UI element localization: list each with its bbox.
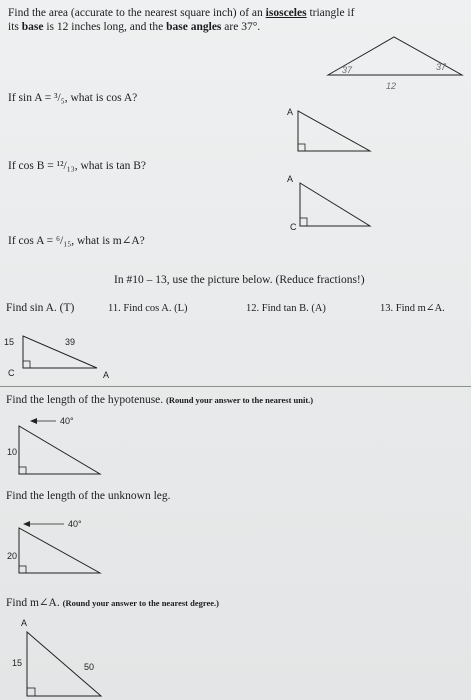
isosceles-triangle-figure (318, 33, 468, 93)
vertex-a-label: A (287, 107, 294, 117)
cos-question: If cos B = ¹²/₁₃, what is tan B? (8, 160, 146, 172)
area-question-text-end: triangle if (306, 7, 355, 19)
cos-a-question: If cos A = ⁶/₁₅, what is m∠A? (8, 235, 145, 247)
side-10-label: 10 (7, 447, 18, 457)
area-text-a: its (8, 21, 22, 33)
right-triangle-figure-1 (284, 103, 384, 158)
right-angle-marker (298, 144, 305, 151)
right-triangle-shape-1 (298, 111, 370, 151)
base-keyword: base (21, 21, 44, 33)
right-base-angle-label: 37 (436, 62, 447, 72)
angle-question (6, 597, 219, 610)
vertex-c-label: C (8, 368, 15, 378)
hypotenuse-question-text: Find the length of the hypotenuse. (6, 394, 164, 406)
side-15-label: 15 (4, 337, 15, 347)
find-tan-b: 12. Find tan B. (A) (246, 303, 326, 314)
vertex-a-label: A (103, 370, 110, 380)
hypotenuse-50-label: 50 (84, 662, 95, 672)
find-cos-a: 11. Find cos A. (L) (108, 303, 188, 314)
vertex-c-label: C (290, 222, 297, 232)
sin-question: If sin A = ³/₅, what is cos A? (8, 92, 138, 104)
area-text-c: is 12 inches long, and the (43, 21, 167, 33)
rounding-note: (Round your answer to the nearest degree.) (62, 598, 219, 608)
area-question-line-1 (8, 7, 354, 20)
triangle-10-13-shape (23, 336, 97, 368)
area-text-e: are 37°. (221, 21, 261, 33)
base-length-label: 12 (386, 81, 397, 91)
hypotenuse-39-label: 39 (65, 337, 76, 347)
right-triangle-figure-2 (282, 172, 392, 234)
right-angle-marker (19, 566, 26, 573)
side-20-label: 20 (7, 551, 18, 561)
right-angle-marker (19, 467, 26, 474)
instructions: In #10 – 13, use the picture below. (Reduce fractions!) (114, 274, 365, 286)
find-sin-a: Find sin A. (T) (6, 302, 75, 314)
vertex-a-label: A (287, 174, 294, 184)
triangle-unknown-leg-shape (19, 528, 100, 573)
hypotenuse-question (6, 394, 313, 407)
vertex-a-label: A (21, 618, 28, 628)
find-m-angle-a: 13. Find m∠A. (380, 303, 445, 314)
area-question-line-2 (8, 21, 260, 34)
side-15-label: 15 (12, 658, 23, 668)
isosceles-keyword: isosceles (265, 7, 307, 19)
triangle-10-13-figure (0, 330, 130, 380)
angle-40-label: 40° (60, 416, 74, 426)
triangle-hypotenuse-shape (19, 426, 100, 474)
triangle-angle-figure (8, 616, 118, 700)
right-angle-marker (27, 688, 35, 696)
angle-question-text: Find m∠A. (6, 597, 60, 609)
angle-40-label: 40° (68, 519, 82, 529)
right-angle-marker (300, 218, 307, 226)
area-question-text: Find the area (accurate to the nearest square inch) of an (8, 7, 266, 19)
triangle-hypotenuse-figure (4, 412, 114, 478)
right-angle-marker (23, 361, 30, 368)
rounding-note: (Round your answer to the nearest unit.) (166, 395, 314, 405)
right-triangle-shape-2 (300, 183, 370, 226)
angle-pointer-arrow (30, 418, 37, 424)
triangle-unknown-leg-figure (4, 515, 114, 577)
unknown-leg-question: Find the length of the unknown leg. (6, 490, 171, 502)
section-divider (0, 386, 471, 387)
left-base-angle-label: 37 (342, 65, 353, 75)
base-angles-keyword: base angles (166, 21, 222, 33)
angle-pointer-arrow (23, 521, 30, 527)
